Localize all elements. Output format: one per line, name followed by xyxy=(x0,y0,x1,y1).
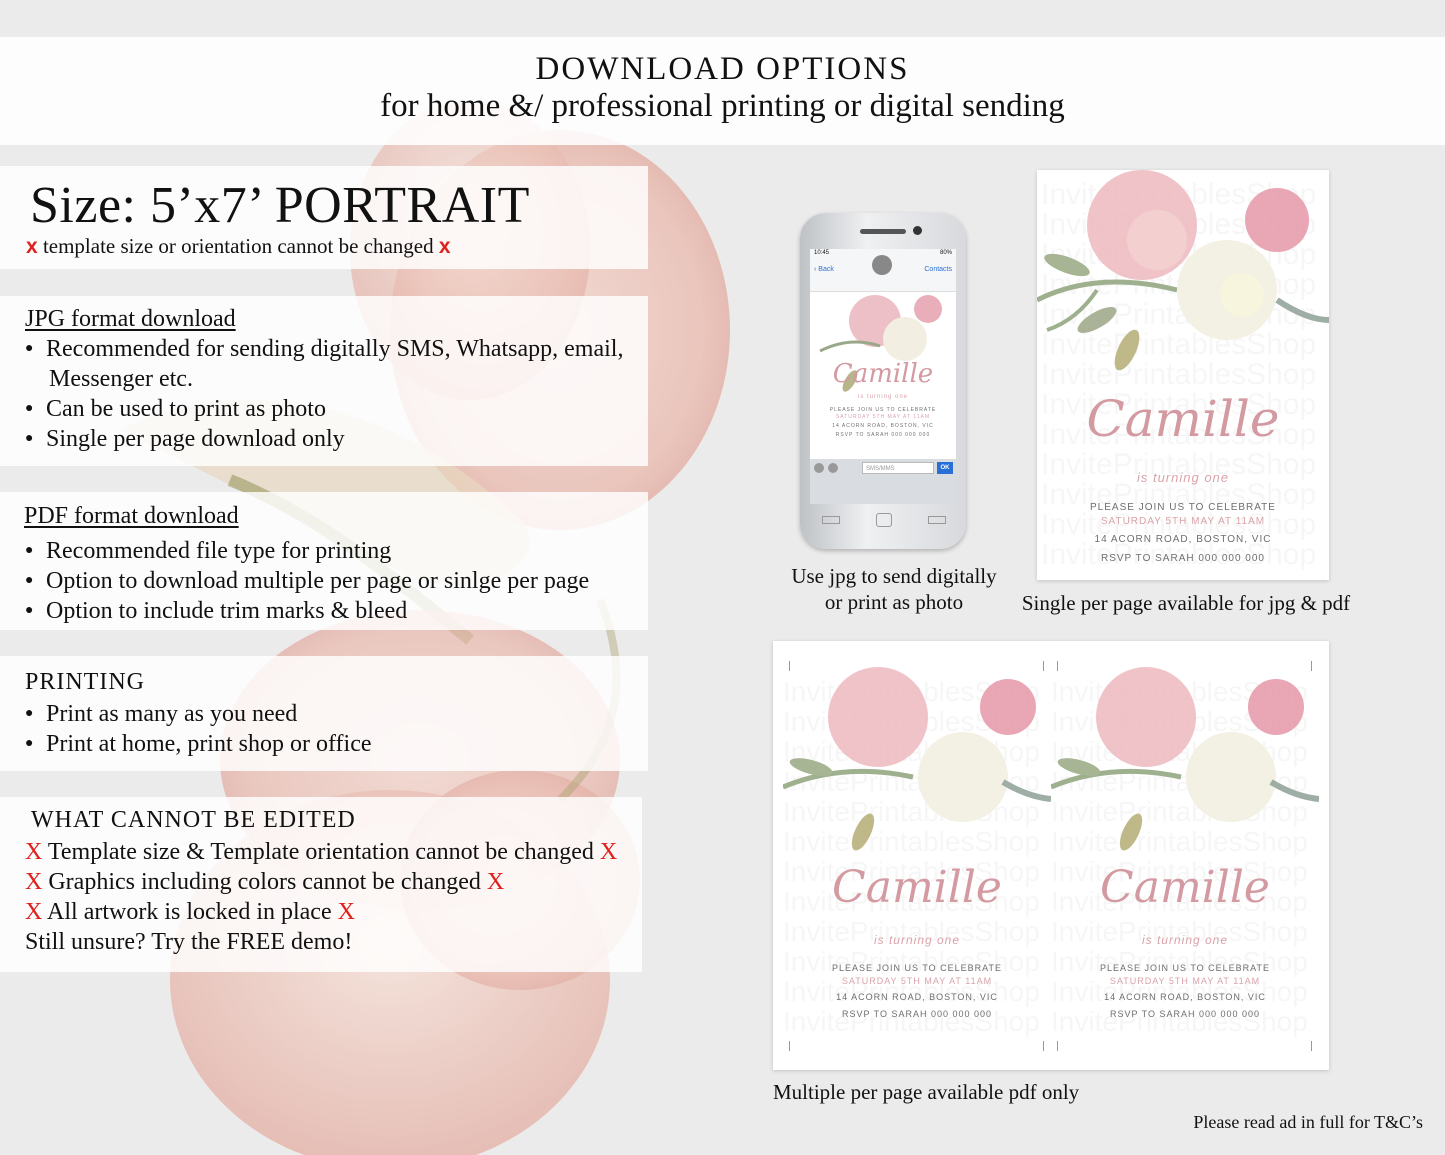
invite-line: 14 ACORN ROAD, BOSTON, VIC xyxy=(1104,992,1266,1002)
invite-name: Camille xyxy=(832,359,934,389)
invite-line: SATURDAY 5TH MAY AT 11AM xyxy=(841,976,993,986)
list-item: ● Option to include trim marks & bleed xyxy=(25,596,589,626)
list-item xyxy=(25,334,623,394)
phone-back-label: Back xyxy=(818,266,834,273)
multiple-caption: Multiple per page available pdf only xyxy=(773,1080,1080,1104)
edit-line-text: Template size & Template orientation cannot be changed xyxy=(47,839,594,865)
flower-bouquet-art xyxy=(783,667,1051,867)
phone-caption xyxy=(776,563,1012,615)
edit-line-text: Graphics including colors cannot be changed xyxy=(48,869,481,895)
size-panel xyxy=(0,166,648,269)
x-mark-icon: X xyxy=(25,869,43,895)
printing-panel xyxy=(0,656,648,771)
list-item: ● Recommended file type for printing xyxy=(25,536,589,566)
invite-line: 14 ACORN ROAD, BOSTON, VIC xyxy=(836,992,998,1002)
list-item xyxy=(25,837,617,867)
phone-caption-line: or print as photo xyxy=(824,590,964,614)
multi-invite-right xyxy=(1051,667,1319,1047)
invite-line: 14 ACORN ROAD, BOSTON, VIC xyxy=(1094,534,1272,545)
bullet-text-continued: Messenger etc. xyxy=(49,366,193,392)
invite-line: PLEASE JOIN US TO CELEBRATE xyxy=(831,963,1003,973)
invite-line: PLEASE JOIN US TO CELEBRATE xyxy=(1099,963,1271,973)
phone-mockup xyxy=(800,213,966,549)
invite-line: RSVP TO SARAH 000 000 000 xyxy=(1109,1009,1261,1019)
bullet-text: Recommended for sending digitally SMS, Whatsapp, email, xyxy=(46,336,624,362)
phone-camera-icon xyxy=(913,226,922,235)
phone-time: 10:45 xyxy=(814,250,830,256)
x-mark-icon: X xyxy=(25,839,43,865)
multi-invite-sheet xyxy=(773,641,1329,1070)
invite-line: 14 ACORN ROAD, BOSTON, VIC xyxy=(832,423,934,429)
invite-name: Camille xyxy=(1100,862,1270,913)
header-banner xyxy=(0,37,1445,145)
x-mark-icon: x xyxy=(26,235,38,258)
invite-line: SATURDAY 5TH MAY AT 11AM xyxy=(835,414,931,420)
send-ok-button[interactable]: OK xyxy=(937,462,953,474)
jpg-panel xyxy=(0,296,648,466)
invite-line: SATURDAY 5TH MAY AT 11AM xyxy=(1109,976,1261,986)
contact-avatar-icon xyxy=(872,255,892,275)
phone-battery: 80% xyxy=(939,250,952,256)
list-item xyxy=(25,897,617,927)
phone-status-bar xyxy=(810,249,956,292)
cannot-edit-panel xyxy=(0,797,642,972)
invite-line: SATURDAY 5TH MAY AT 11AM xyxy=(1100,516,1266,527)
invite-line: RSVP TO SARAH 000 000 000 xyxy=(841,1009,993,1019)
cannot-edit-list xyxy=(25,837,617,957)
x-mark-icon: X xyxy=(25,899,43,925)
printing-section-title: PRINTING xyxy=(25,669,145,695)
phone-back-link[interactable]: ‹ Back xyxy=(814,266,834,273)
invite-line: RSVP TO SARAH 000 000 000 xyxy=(835,432,931,438)
list-item: ● Option to download multiple per page or sinlge per page xyxy=(25,566,589,596)
printing-bullet-list xyxy=(25,699,372,759)
x-mark-icon: X xyxy=(337,899,355,925)
invite-subline: is turning one xyxy=(873,933,961,947)
invite-name: Camille xyxy=(1086,390,1280,448)
page-title: DOWNLOAD OPTIONS xyxy=(535,51,910,87)
terms-footnote: Please read ad in full for T&C’s xyxy=(1193,1112,1423,1132)
x-mark-icon: x xyxy=(438,235,451,258)
list-item: ● Print as many as you need xyxy=(25,699,372,729)
page-subtitle: for home &/ professional printing or digital sending xyxy=(380,88,1065,124)
list-item: ● Can be used to print as photo xyxy=(25,394,623,424)
size-title: Size: 5’x7’ PORTRAIT xyxy=(30,177,530,234)
size-note xyxy=(26,234,451,259)
list-item xyxy=(25,867,617,897)
phone-screen xyxy=(810,249,956,504)
sms-input[interactable]: SMS/MMS xyxy=(862,462,934,474)
flower-bouquet-art xyxy=(1037,170,1329,400)
pdf-panel xyxy=(0,492,648,630)
invite-line: RSVP TO SARAH 000 000 000 xyxy=(1101,553,1265,564)
home-key-icon[interactable] xyxy=(876,513,892,527)
flower-bouquet-art xyxy=(1051,667,1319,867)
invite-subline: is turning one xyxy=(1141,933,1229,947)
demo-note: Still unsure? Try the FREE demo! xyxy=(25,929,353,955)
invite-subline: is turning one xyxy=(857,394,909,400)
phone-message-bar xyxy=(810,459,956,504)
single-caption: Single per page available for jpg & pdf xyxy=(1021,591,1351,615)
pdf-bullet-list xyxy=(25,536,589,626)
invite-subline: is turning one xyxy=(1136,470,1230,485)
invite-line: PLEASE JOIN US TO CELEBRATE xyxy=(1090,502,1276,513)
multi-invite-left xyxy=(783,667,1051,1047)
jpg-section-title: JPG format download xyxy=(25,306,236,332)
invite-name: Camille xyxy=(832,862,1002,913)
pdf-section-title: PDF format download xyxy=(24,503,239,529)
menu-key-icon[interactable] xyxy=(928,516,946,524)
x-mark-icon: X xyxy=(599,839,618,865)
camera-icon[interactable] xyxy=(814,463,824,473)
phone-contacts-link[interactable]: Contacts xyxy=(924,266,952,273)
list-item: ● Single per page download only xyxy=(25,424,623,454)
x-mark-icon: X xyxy=(486,869,505,895)
phone-caption-line: Use jpg to send digitally xyxy=(791,564,997,588)
jpg-bullet-list xyxy=(25,334,623,454)
back-key-icon[interactable] xyxy=(822,516,840,524)
size-note-text: template size or orientation cannot be changed xyxy=(42,234,434,258)
list-item: ● Print at home, print shop or office xyxy=(25,729,372,759)
phone-speaker xyxy=(860,229,906,234)
invite-line: PLEASE JOIN US TO CELEBRATE xyxy=(829,407,937,413)
emoji-icon[interactable] xyxy=(828,463,838,473)
single-invite-card xyxy=(1037,170,1329,580)
edit-line-text: All artwork is locked in place xyxy=(47,899,332,925)
cannot-edit-title: WHAT CANNOT BE EDITED xyxy=(31,807,356,833)
